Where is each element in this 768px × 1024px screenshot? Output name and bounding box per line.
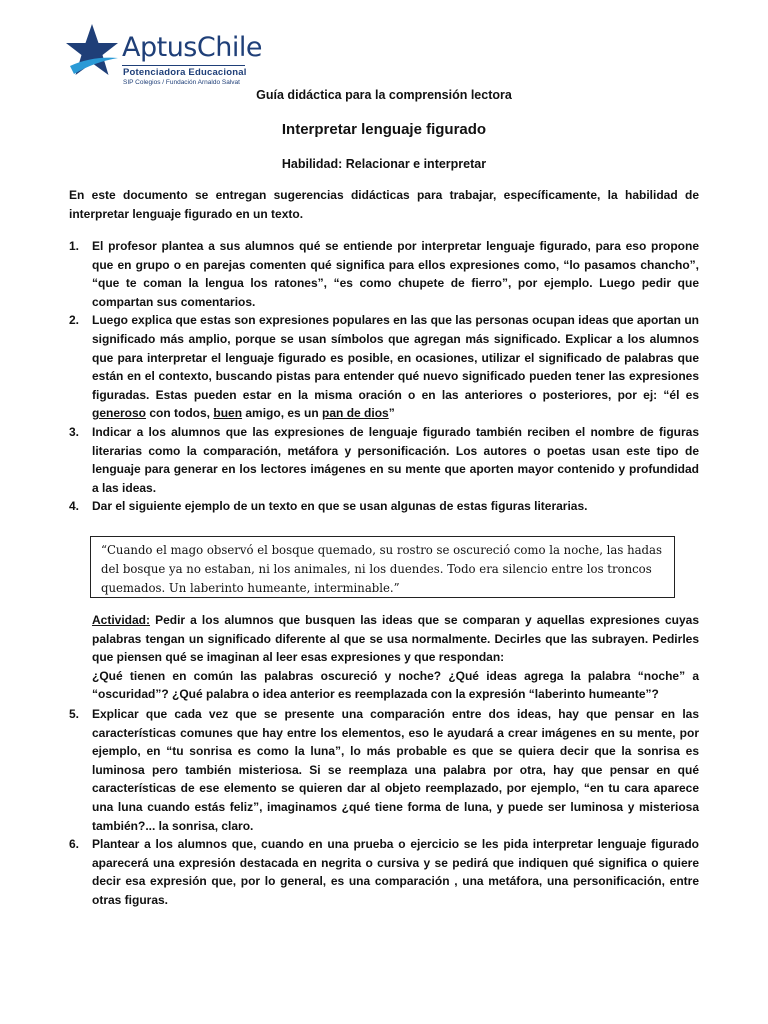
underlined-word: pan de dios [322,406,389,421]
logo-name: AptusChile [122,32,262,63]
list-item [69,237,699,311]
list-number: 4. [69,499,80,514]
list-item-text: amigo, es un [242,406,323,421]
list-number: 5. [69,707,80,721]
star-logo-icon [64,22,120,84]
skill-heading: Habilidad: Relacionar e interpretar [281,157,487,171]
list-item-text: ” [388,406,395,421]
list-item [69,705,699,835]
list-number: 6. [69,837,80,852]
list-item [69,311,699,423]
guide-heading: Guía didáctica para la comprensión lectora [256,88,512,102]
steps-list-continued [69,705,699,910]
page-title: Interpretar lenguaje figurado [281,121,487,138]
activity-questions: ¿Qué tienen en común las palabras oscureció y noche? ¿Qué ideas agrega la palabra “noche” a “oscuridad”? ¿Qué palabra o idea anterior es reemplazada con la expresión “laberinto humeante”? [92,668,699,702]
list-item-text: Plantear a los alumnos que, cuando en una prueba o ejercicio se les pida interpretar lenguaje figurado aparecerá una expresión destacada en negrita o cursiva y se pedirá que indiquen qué significa o quiere decir esa expresión que, por lo general, es una comparación , una metáfora, una personificación, entre otras figuras. [92,837,699,907]
list-item [69,835,699,909]
activity-label: Actividad: [92,613,151,627]
list-item-text: El profesor plantea a sus alumnos qué se entiende por interpretar lenguaje figurado, para eso propone que en grupo o en parejas comenten qué significa para ellos expresiones como, “lo pasamos chancho”, “que te coman la lengua los ratones”, “es como chupete de fierro”, por ejemplo. Luego pedir que compartan sus comentarios. [92,239,699,309]
aptuschile-logo [64,22,274,84]
list-item-text: con todos, [146,406,214,421]
example-quote-box: “Cuando el mago observó el bosque quemado, su rostro se oscureció como la noche, las hadas del bosque ya no estaban, ni los animales, ni los duendes. Todo era silencio entre los troncos quemados. Un laberinto humeante, interminable.” [90,536,675,598]
logo-divider [122,65,245,66]
list-item [69,497,699,516]
list-number: 2. [69,313,80,328]
logo-tagline: Potenciadora Educacional [123,67,247,78]
underlined-word: buen [213,406,243,421]
activity-text: Pedir a los alumnos que busquen las ideas que se comparan y aquellas expresiones cuyas palabras tengan un significado diferente al que se usa normalmente. Decirles que las subrayen. Pedirles que piensen qué se imaginan al leer esas expresiones y que respondan: [92,613,699,665]
steps-list [69,237,699,516]
activity-paragraph [92,611,699,704]
list-item-text: Indicar a los alumnos que las expresiones de lenguaje figurado también reciben el nombre de figuras literarias como la comparación, metáfora y personificación. Los autores o poetas usan este tipo de lenguaje para generar en los lectores imágenes en su mente que aporten mayor contenido y profundidad a las ideas. [92,424,699,495]
list-number: 3. [69,424,80,439]
underlined-word: generoso [92,406,147,421]
intro-paragraph: En este documento se entregan sugerencias didácticas para trabajar, específicamente, la habilidad de interpretar lenguaje figurado en un texto. [69,188,699,221]
list-number: 1. [69,239,80,253]
list-item [69,423,699,497]
logo-subtitle: SIP Colegios / Fundación Arnaldo Salvat [123,79,240,86]
list-item-text: Explicar que cada vez que se presente una comparación entre dos ideas, hay que pensar en las características comunes que hay entre los elementos, eso le ayudará a crear imágenes en su mente, por ejemplo, en “tu sonrisa es como la luna”, lo más probable es que se quiera decir que la sonrisa es luminosa pero también misteriosa. Si se reemplaza una palabra por otra, hay que pensar en qué características de ese elemento se quieren dar al objeto reemplazado, por ejemplo, “en tu cara aparece una luna cuando estás feliz”, imaginamos ¿qué tiene forma de luna, y puede ser luminosa y misteriosa también?... la sonrisa, claro. [92,707,699,833]
list-item-text: Dar el siguiente ejemplo de un texto en que se usan algunas de estas figuras literarias. [92,499,588,514]
list-item-text: Luego explica que estas son expresiones populares en las que las personas ocupan ideas que aportan un significado más amplio, porque se usan símbolos que agregan más significado. Explicar a los alumnos que para interpretar el lenguaje figurado es posible, en ocasiones, utilizar el significado de palabras que están en el contexto, buscando pistas para entender qué nuevo significado pueden tener las expresiones figuradas. Estas pueden estar en la misma oración o en las anteriores o posteriores, por ej: “él es [92,313,699,402]
